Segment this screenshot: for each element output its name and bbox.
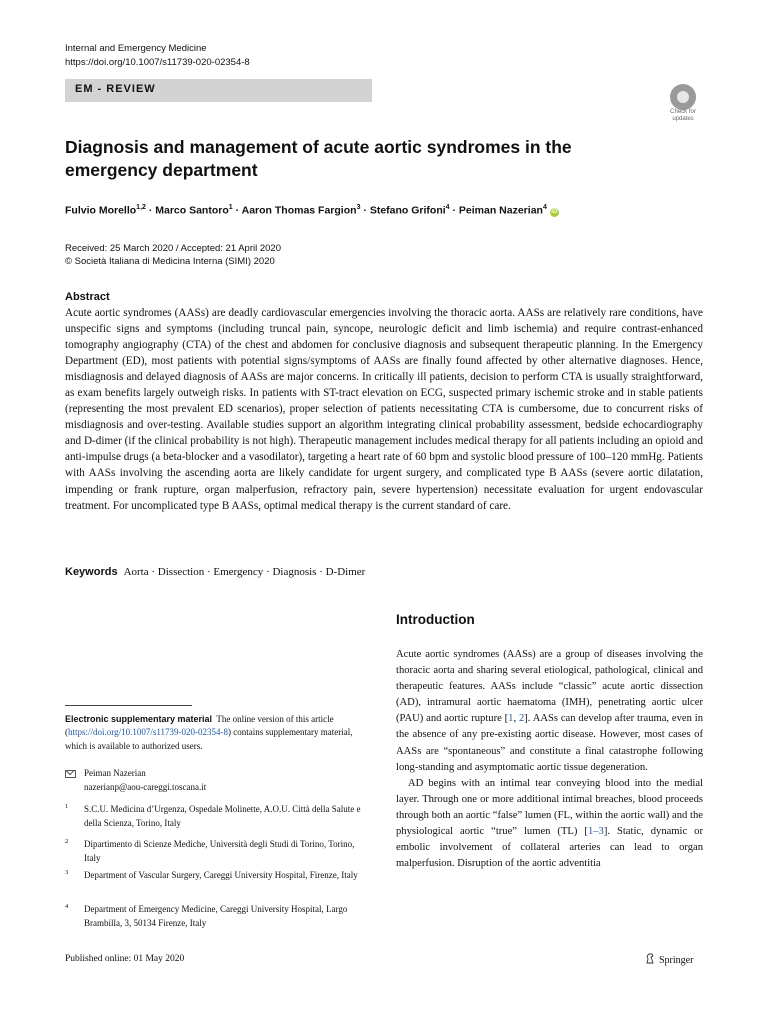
supplementary-note: Electronic supplementary material The online version of this article (https://doi.org/10.1007/s11739-020-02354-8) contains supplementary material, which is available to authorized users. (65, 714, 353, 751)
affiliation-text: Dipartimento di Scienze Mediche, Università degli Studi di Torino, Torino, Italy (84, 839, 355, 863)
contact-email[interactable]: nazerianp@aou-careggi.toscana.it (84, 781, 207, 792)
published-date: Published online: 01 May 2020 (65, 954, 185, 964)
keywords-list: Aorta · Dissection · Emergency · Diagnosis · D-Dimer (123, 566, 366, 578)
affiliation-text: Department of Emergency Medicine, Careggi University Hospital, Largo Brambilla, 3, 50134 Firenze, Italy (84, 904, 348, 928)
affiliation-number: 1 (65, 803, 69, 810)
author-name[interactable]: Peiman Nazerian (458, 204, 543, 217)
affiliation (65, 838, 365, 865)
contact-name: Peiman Nazerian (84, 768, 146, 778)
check-for-updates-badge[interactable] (664, 84, 702, 124)
keywords-label: Keywords (65, 566, 118, 578)
keywords (65, 566, 365, 578)
author-affiliation-ref: 4 (445, 204, 450, 211)
author-name[interactable]: Aaron Thomas Fargion (241, 204, 357, 217)
check-updates-icon (670, 84, 696, 110)
footnote-divider (65, 705, 192, 706)
copyright: © Società Italiana di Medicina Interna (SIMI) 2020 (65, 256, 275, 267)
author-list (65, 204, 725, 217)
corresponding-author (65, 767, 355, 794)
citation-link[interactable]: 1 (508, 713, 514, 725)
author-name[interactable]: Stefano Grifoni (369, 204, 446, 217)
affiliation-number: 4 (65, 903, 69, 910)
journal-doi[interactable]: https://doi.org/10.1007/s11739-020-02354-8 (65, 57, 250, 68)
citation-link[interactable]: 2 (518, 713, 525, 725)
check-updates-caption: Check for updates (670, 109, 696, 122)
author-name[interactable]: Fulvio Morello (65, 204, 137, 217)
author-name[interactable]: Marco Santoro (155, 204, 229, 217)
introduction-heading: Introduction (396, 612, 475, 627)
paragraph: AD begins with an intimal tear conveying blood into the medial layer. Through one or more additional intimal breaches, blood proceeds through both an aortic “false” lumen (FL, within the aortic wall) and the physiological aortic “true” lumen (TL) [1–3]. Static, dynamic or embolic involvement of collateral arteries can lead to organ malperfusion. Disruption of the aortic adventitia (396, 777, 703, 870)
affiliation-text: Department of Vascular Surgery, Careggi University Hospital, Firenze, Italy (84, 870, 358, 880)
supplementary-link[interactable]: https://doi.org/10.1007/s11739-020-02354-8 (68, 727, 229, 738)
affiliation-text: S.C.U. Medicina d’Urgenza, Ospedale Molinette, A.O.U. Città della Salute e della Scienza, Torino, Italy (84, 804, 361, 828)
springer-horse-icon (645, 953, 655, 964)
article-dates (65, 242, 281, 268)
envelope-icon (65, 770, 76, 778)
affiliation-number: 3 (65, 869, 69, 876)
author-affiliation-ref: 1,2 (136, 204, 146, 211)
author-separator: · (449, 204, 459, 217)
section-label: EM - REVIEW (75, 83, 156, 95)
abstract-heading: Abstract (65, 291, 110, 303)
affiliation (65, 869, 365, 883)
abstract-text: Acute aortic syndromes (AASs) are deadly cardiovascular emergencies involving the thoracic aorta. AASs are relatively rare conditions, have unspecific signs and symptoms (including truncal pain, syncope, neurologic deficit and limb ischemia) and require contrast-enhanced tomography angiography (CTA) of the chest and abdomen for conclusive diagnosis and subsequent therapeutic planning. In the Emergency Department (ED), most patients with potential signs/symptoms of AASs are finally found affected by other alternative diagnoses. Hence, misdiagnosis and delayed diagnosis of AASs are major concerns. In critically ill patients, decision to perform CTA is usually straightforward, as exam benefits largely outweigh risks. In patients with ST-tract elevation on ECG, suspected primary ischemic stroke and in stable patients (representing the most prevalent ED scenarios), proper selection of patients necessitating CTA is cumbersome, due to concurrent risks of misdiagnosis and over-testing. Available studies support an algorithm integrating clinical probability assessment, bedside echocardiography and D-dimer (if the clinical probability is not high). Therapeutic management includes medical therapy for all patients including an opioid and anti-impulse drugs (a beta-blocker and a vasodilator), targeting a heart rate of 60 bpm and systolic blood pressure of 100–120 mmHg. Patients with AASs involving the ascending aorta are likely candidate for urgent surgery, and complicated type B AASs (severe aortic dilatation, impending or frank rupture, organ malperfusion, refractory pain, severe hypertension) necessitate evaluation for urgent endovascular treatment. For uncomplicated type B AASs, optimal medical therapy is the current standard of care. (65, 307, 703, 512)
author-separator: · (232, 204, 242, 217)
paragraph: Acute aortic syndromes (AASs) are a group of diseases involving the thoracic aorta and sharing several etiological, pathological, clinical and therapeutic features. AASs include “classic” acute aortic dissection (AD), intramural aortic haematoma (IMH), penetrating aortic ulcer (PAU) and aortic rupture [1, 2]. AASs can develop after trauma, even in the absence of any pre-existing aortic disease. However, most cases of AASs are “spontaneous” and constitute a final catastrophe following long-standing and asymptomatic aortic tissue degeneration. (396, 649, 703, 773)
supplementary-label: Electronic supplementary material (65, 714, 213, 724)
journal-name: Internal and Emergency Medicine (65, 43, 207, 54)
affiliation (65, 903, 365, 930)
orcid-icon[interactable]: iD (551, 208, 558, 215)
publisher (645, 953, 693, 966)
author-affiliation-ref: 4 (542, 204, 547, 211)
author-affiliation-ref: 1 (228, 204, 233, 211)
affiliation (65, 803, 365, 830)
publisher-name: Springer (659, 955, 694, 966)
author-separator: · (360, 204, 370, 217)
author-affiliation-ref: 3 (356, 204, 361, 211)
article-title: Diagnosis and management of acute aortic syndromes in the emergency department (65, 137, 572, 180)
affiliation-number: 2 (65, 838, 69, 845)
citation-link[interactable]: 1–3 (587, 826, 604, 838)
received-accepted: Received: 25 March 2020 / Accepted: 21 April 2020 (65, 243, 281, 254)
journal-header (65, 42, 250, 70)
introduction-body (396, 647, 703, 872)
author-separator: · (145, 204, 156, 217)
